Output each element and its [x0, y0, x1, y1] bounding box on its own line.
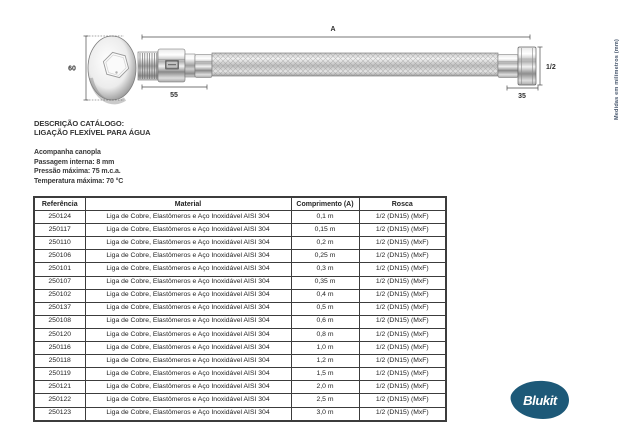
cell-material: Liga de Cobre, Elastômeros e Aço Inoxidável AISI 304 — [85, 250, 291, 263]
cell-comprimento: 0,15 m — [291, 224, 359, 237]
cell-referencia: 250122 — [34, 394, 85, 407]
cell-referencia: 250106 — [34, 250, 85, 263]
cell-rosca: 1/2 (DN15) (MxF) — [359, 315, 446, 328]
cell-rosca: 1/2 (DN15) (MxF) — [359, 381, 446, 394]
cell-comprimento: 1,0 m — [291, 342, 359, 355]
technical-drawing — [28, 16, 594, 118]
table-row — [34, 355, 446, 368]
cell-referencia: 250102 — [34, 289, 85, 302]
cell-material: Liga de Cobre, Elastômeros e Aço Inoxidável AISI 304 — [85, 394, 291, 407]
cell-material: Liga de Cobre, Elastômeros e Aço Inoxidável AISI 304 — [85, 381, 291, 394]
header-material: Material — [85, 197, 291, 211]
cell-comprimento: 0,2 m — [291, 237, 359, 250]
cell-referencia: 250119 — [34, 368, 85, 381]
cell-material: Liga de Cobre, Elastômeros e Aço Inoxidável AISI 304 — [85, 368, 291, 381]
table-row — [34, 289, 446, 302]
cell-comprimento: 0,3 m — [291, 263, 359, 276]
cell-referencia: 250116 — [34, 342, 85, 355]
cell-rosca: 1/2 (DN15) (MxF) — [359, 250, 446, 263]
table-row — [34, 394, 446, 407]
table-row — [34, 237, 446, 250]
dimension-thread-size — [538, 47, 543, 85]
cell-rosca: 1/2 (DN15) (MxF) — [359, 237, 446, 250]
cell-referencia: 250110 — [34, 237, 85, 250]
cell-comprimento: 2,0 m — [291, 381, 359, 394]
cell-referencia: 250101 — [34, 263, 85, 276]
table-row — [34, 250, 446, 263]
dim-label-nut-length: 35 — [518, 93, 526, 100]
table-row — [34, 211, 446, 224]
cell-rosca: 1/2 (DN15) (MxF) — [359, 394, 446, 407]
table-row — [34, 263, 446, 276]
cell-referencia: 250118 — [34, 355, 85, 368]
spec-line-pressao: Pressão máxima: 75 m.c.a. — [34, 168, 121, 175]
cell-rosca: 1/2 (DN15) (MxF) — [359, 276, 446, 289]
female-nut — [498, 47, 536, 85]
product-table-body — [34, 211, 446, 421]
table-row — [34, 315, 446, 328]
header-rosca: Rosca — [359, 197, 446, 211]
cell-referencia: 250137 — [34, 302, 85, 315]
table-row — [34, 224, 446, 237]
cell-material: Liga de Cobre, Elastômeros e Aço Inoxidável AISI 304 — [85, 276, 291, 289]
cell-comprimento: 1,5 m — [291, 368, 359, 381]
spec-line-passagem: Passagem interna: 8 mm — [34, 158, 115, 166]
cell-referencia: 250108 — [34, 315, 85, 328]
dimension-total-length — [142, 35, 530, 40]
cell-referencia: 250120 — [34, 328, 85, 341]
cell-material: Liga de Cobre, Elastômeros e Aço Inoxidável AISI 304 — [85, 407, 291, 421]
units-note: Medidas em milímetros (mm) — [614, 39, 620, 120]
table-row — [34, 302, 446, 315]
cell-material: Liga de Cobre, Elastômeros e Aço Inoxidável AISI 304 — [85, 237, 291, 250]
cell-comprimento: 0,4 m — [291, 289, 359, 302]
table-row — [34, 368, 446, 381]
cell-rosca: 1/2 (DN15) (MxF) — [359, 211, 446, 224]
table-row — [34, 407, 446, 421]
blukit-logo — [508, 379, 572, 421]
table-row — [34, 276, 446, 289]
cell-referencia: 250124 — [34, 211, 85, 224]
cell-comprimento: 0,25 m — [291, 250, 359, 263]
description-title-line2: LIGAÇÃO FLEXÍVEL PARA ÁGUA — [34, 128, 151, 137]
logo-text: Blukit — [523, 393, 557, 408]
table-row — [34, 328, 446, 341]
product-table — [33, 196, 447, 422]
header-comprimento: Comprimento (A) — [291, 197, 359, 211]
cell-comprimento: 0,6 m — [291, 315, 359, 328]
cell-rosca: 1/2 (DN15) (MxF) — [359, 342, 446, 355]
dimension-nut-length — [507, 86, 538, 91]
cell-material: Liga de Cobre, Elastômeros e Aço Inoxidável AISI 304 — [85, 224, 291, 237]
dim-label-fitting-length: 55 — [170, 92, 178, 99]
cell-rosca: 1/2 (DN15) (MxF) — [359, 407, 446, 421]
dim-label-flange-diameter: 60 — [68, 65, 76, 73]
description-title-line1: DESCRIÇÃO CATÁLOGO: — [34, 119, 125, 128]
cell-referencia: 250117 — [34, 224, 85, 237]
escutcheon-canopla — [88, 36, 136, 102]
cell-material: Liga de Cobre, Elastômeros e Aço Inoxidável AISI 304 — [85, 289, 291, 302]
cell-comprimento: 3,0 m — [291, 407, 359, 421]
hose-drawing-svg — [28, 16, 594, 118]
cell-rosca: 1/2 (DN15) (MxF) — [359, 368, 446, 381]
cell-comprimento: 0,8 m — [291, 328, 359, 341]
cell-rosca: 1/2 (DN15) (MxF) — [359, 224, 446, 237]
cell-rosca: 1/2 (DN15) (MxF) — [359, 263, 446, 276]
cell-material: Liga de Cobre, Elastômeros e Aço Inoxidável AISI 304 — [85, 211, 291, 224]
cell-material: Liga de Cobre, Elastômeros e Aço Inoxidável AISI 304 — [85, 263, 291, 276]
cell-referencia: 250121 — [34, 381, 85, 394]
cell-comprimento: 2,5 m — [291, 394, 359, 407]
spec-line-canopla: Acompanha canopla — [34, 149, 101, 156]
cell-comprimento: 0,5 m — [291, 302, 359, 315]
cell-material: Liga de Cobre, Elastômeros e Aço Inoxidável AISI 304 — [85, 355, 291, 368]
cell-material: Liga de Cobre, Elastômeros e Aço Inoxidável AISI 304 — [85, 315, 291, 328]
cell-material: Liga de Cobre, Elastômeros e Aço Inoxidável AISI 304 — [85, 302, 291, 315]
cell-rosca: 1/2 (DN15) (MxF) — [359, 302, 446, 315]
cell-rosca: 1/2 (DN15) (MxF) — [359, 289, 446, 302]
table-header-row — [34, 197, 446, 211]
catalog-description — [34, 119, 150, 186]
dim-label-thread-size: 1/2 — [546, 64, 556, 71]
cell-material: Liga de Cobre, Elastômeros e Aço Inoxidável AISI 304 — [85, 342, 291, 355]
header-referencia: Referência — [34, 197, 85, 211]
cell-referencia: 250107 — [34, 276, 85, 289]
cell-material: Liga de Cobre, Elastômeros e Aço Inoxidável AISI 304 — [85, 328, 291, 341]
dimension-fitting-length — [142, 85, 207, 90]
cell-rosca: 1/2 (DN15) (MxF) — [359, 328, 446, 341]
dim-label-total-length: A — [330, 26, 336, 33]
braided-hose — [212, 53, 498, 76]
cell-rosca: 1/2 (DN15) (MxF) — [359, 355, 446, 368]
male-fitting — [138, 49, 212, 82]
cell-comprimento: 0,35 m — [291, 276, 359, 289]
blukit-logo-svg — [508, 379, 572, 421]
cell-referencia: 250123 — [34, 407, 85, 421]
cell-comprimento: 1,2 m — [291, 355, 359, 368]
cell-comprimento: 0,1 m — [291, 211, 359, 224]
spec-line-temperatura: Temperatura máxima: 70 °C — [34, 177, 124, 185]
table-row — [34, 381, 446, 394]
table-row — [34, 342, 446, 355]
